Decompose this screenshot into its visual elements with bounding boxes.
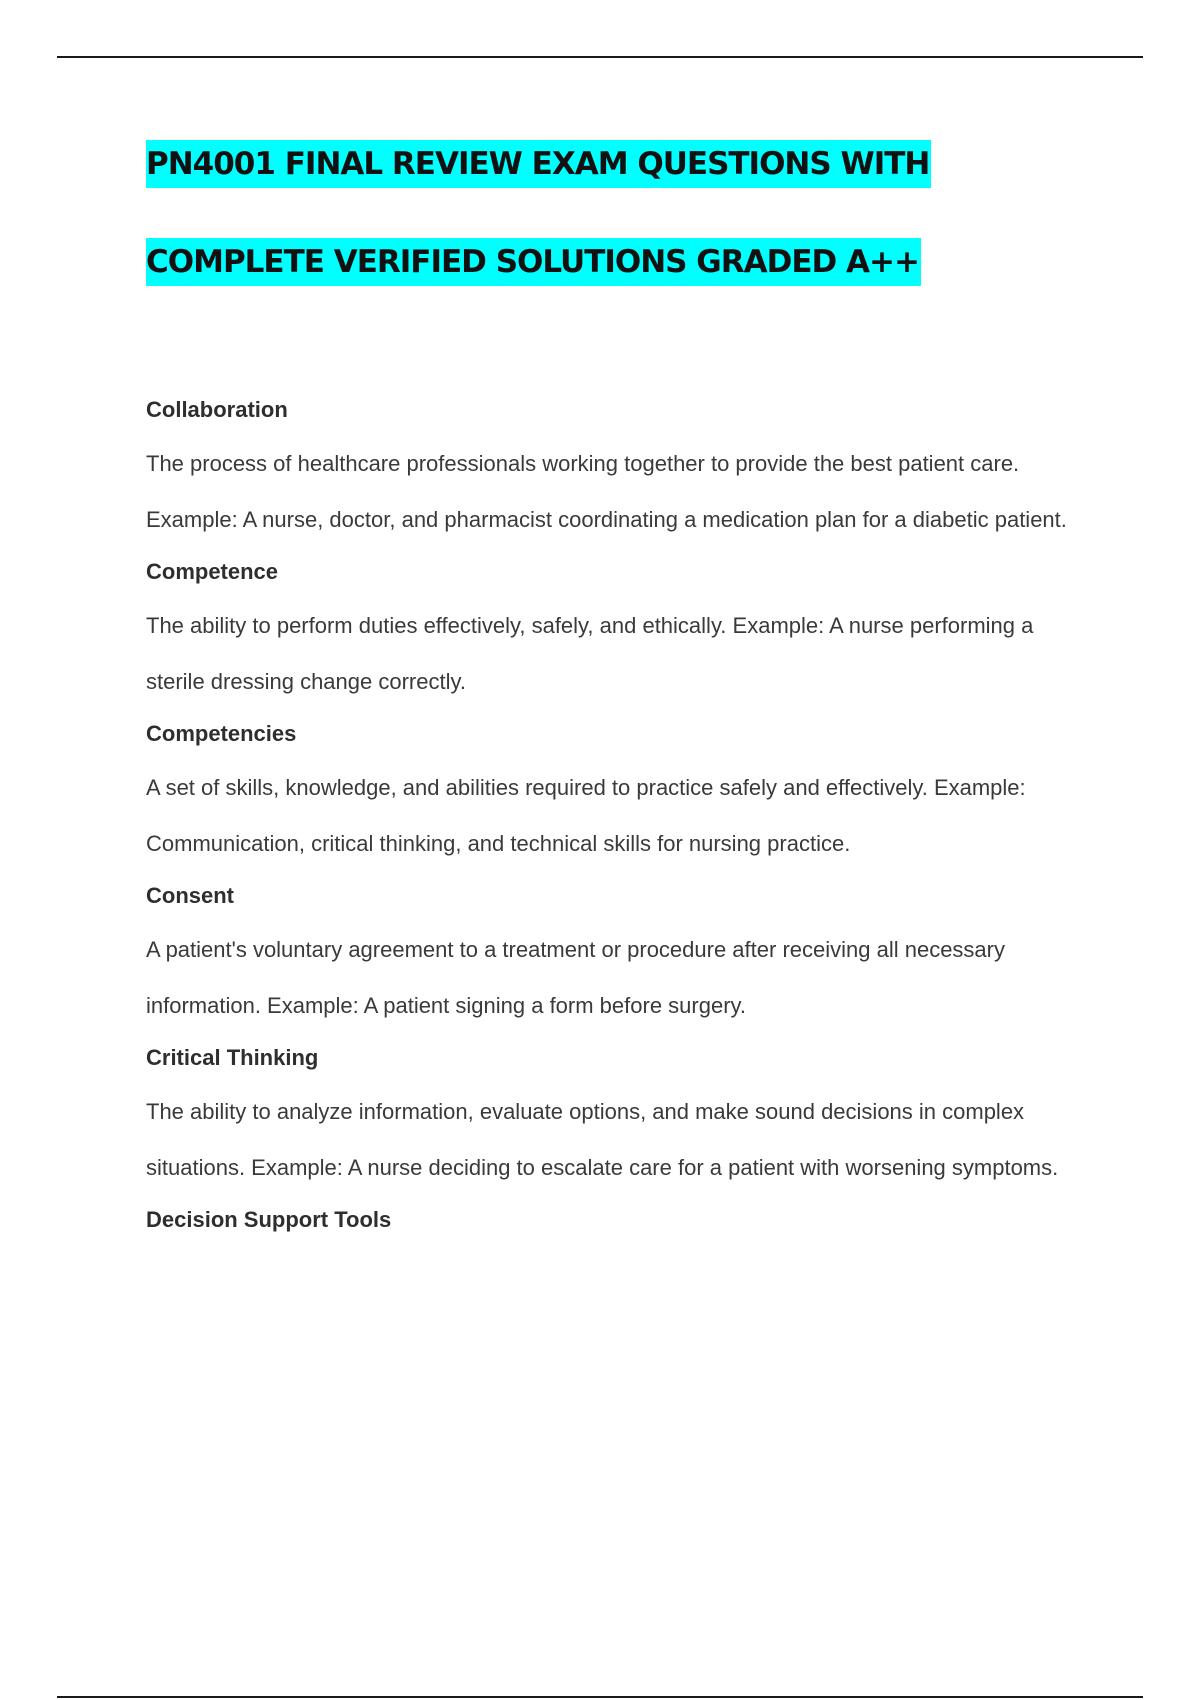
entry-definition: A set of skills, knowledge, and abilities required to practice safely and effectively. Example: Communication, critical thinking, and technical skills for nursing practice.	[146, 775, 1026, 856]
entry-term: Critical Thinking	[146, 1045, 319, 1070]
bottom-rule	[57, 1696, 1143, 1698]
title-row-1	[146, 140, 1066, 238]
entry-definition: The ability to perform duties effectively, safely, and ethically. Example: A nurse performing a sterile dressing change correctly.	[146, 613, 1034, 694]
glossary-entry	[146, 1044, 1076, 1196]
glossary-entries	[146, 396, 1076, 1260]
entry-term: Competencies	[146, 721, 297, 746]
glossary-entry	[146, 720, 1076, 872]
document-title-line-1: PN4001 FINAL REVIEW EXAM QUESTIONS WITH	[146, 140, 931, 188]
glossary-entry	[146, 882, 1076, 1034]
glossary-entry	[146, 558, 1076, 710]
glossary-entry	[146, 1206, 1076, 1234]
entry-term: Collaboration	[146, 397, 288, 422]
entry-term: Competence	[146, 559, 279, 584]
document-header	[146, 140, 1066, 336]
document-title-line-2: COMPLETE VERIFIED SOLUTIONS GRADED A++	[146, 238, 921, 286]
entry-definition: The process of healthcare professionals working together to provide the best patient care. Example: A nurse, doctor, and pharmacist coordinating a medication plan for a diabetic patient.	[146, 451, 1067, 532]
entry-term: Decision Support Tools	[146, 1207, 392, 1232]
glossary-entry	[146, 396, 1076, 548]
entry-definition: A patient's voluntary agreement to a treatment or procedure after receiving all necessary information. Example: A patient signing a form before surgery.	[146, 937, 1005, 1018]
title-row-2	[146, 238, 1066, 336]
top-rule	[57, 56, 1143, 58]
entry-term: Consent	[146, 883, 234, 908]
entry-definition: The ability to analyze information, evaluate options, and make sound decisions in complex situations. Example: A nurse deciding to escalate care for a patient with worsening symptoms.	[146, 1099, 1059, 1180]
